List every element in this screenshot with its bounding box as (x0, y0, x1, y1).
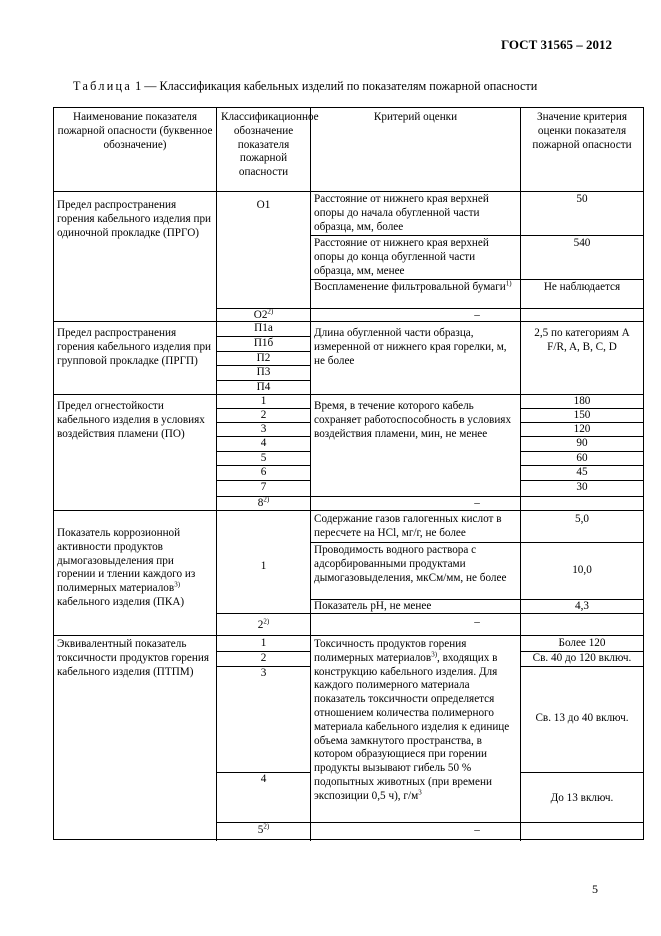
dash: – (474, 497, 480, 509)
column-header-value: Значение критерия оценки показателя пожарной опасности (532, 111, 632, 151)
criterion-value: 45 (576, 466, 588, 478)
criterion-text: Проводимость водного раствора с адсорбированными продуктами дымогазовыделения, мкСм/мм, не более (314, 544, 507, 584)
class-code-text: 2 (257, 619, 264, 631)
criterion-value: 90 (576, 437, 588, 449)
criterion-text: Время, в течение которого кабель сохраняет работоспособность в условиях воздействия пламени, мин, не менее (314, 400, 512, 440)
criterion-text-main: Токсичность продуктов горения полимерных материалов (314, 638, 467, 664)
indicator-name: Предел распространения горения кабельного изделия при групповой прокладке (ПРГП) (57, 327, 212, 367)
dash: – (474, 824, 480, 836)
grid-line (216, 822, 643, 823)
class-code-text: 8 (257, 497, 264, 509)
criterion-text: Расстояние от нижнего края верхней опоры до конца обугленной части образца, мм, менее (314, 237, 489, 277)
class-code: 2 (260, 409, 267, 421)
class-code: 6 (260, 466, 267, 478)
grid-line (520, 666, 643, 667)
class-code: 7 (260, 481, 267, 493)
criterion-text (311, 281, 520, 295)
criterion-value: 4,3 (575, 600, 589, 612)
class-code (217, 309, 310, 323)
criterion-value: 60 (576, 452, 588, 464)
criterion-value: 540 (573, 237, 591, 249)
criterion-value: До 13 включ. (550, 792, 614, 804)
class-code (217, 497, 310, 511)
criterion-text: Показатель pH, не менее (314, 600, 432, 612)
class-code: 4 (260, 773, 267, 785)
criterion-value: 10,0 (572, 564, 592, 576)
criterion-value: Св. 13 до 40 включ. (535, 712, 629, 724)
class-code: П2 (256, 352, 271, 364)
dash: – (474, 309, 480, 321)
grid-line (310, 542, 643, 543)
indicator-name-tail: кабельного изделия (ПКА) (57, 595, 185, 608)
footnote-ref: 3) (174, 580, 181, 589)
grid-line (520, 772, 643, 773)
grid-line (310, 235, 643, 236)
caption-number: 1 (135, 79, 142, 93)
column-header-class: Классификационное обозначение показателя пожарной опасности (221, 111, 319, 179)
indicator-name (54, 527, 216, 610)
class-code: О1 (256, 199, 271, 211)
column-header-indicator: Наименование показателя пожарной опасности (буквенное обозначение) (57, 111, 213, 151)
column-header-criterion: Критерий оценки (373, 111, 458, 123)
criterion-value: 120 (573, 423, 591, 435)
caption-word: Таблица (73, 79, 133, 93)
class-code-text: О2 (253, 309, 268, 321)
document-number: ГОСТ 31565 – 2012 (500, 37, 612, 52)
criterion-text: Содержание газов галогенных кислот в пересчете на HCl, мг/г, не более (314, 513, 502, 539)
criterion-value: 5,0 (575, 513, 589, 525)
footnote-ref: 2) (263, 617, 270, 626)
class-code: 4 (260, 437, 267, 449)
criterion-value: 180 (573, 395, 591, 407)
unit-exponent: 3 (418, 788, 422, 797)
grid-line (54, 191, 643, 192)
criterion-value: 150 (573, 409, 591, 421)
criterion-text (311, 638, 520, 804)
class-code: 3 (260, 423, 267, 435)
criterion-value: Не наблюдается (543, 281, 621, 293)
footnote-ref: 2) (263, 822, 270, 831)
grid-line (310, 279, 643, 280)
criterion-value: 30 (576, 481, 588, 493)
page-number: 5 (592, 882, 598, 896)
class-code-text: 5 (257, 824, 264, 836)
criterion-value: 2,5 по категориям A F/R, A, B, C, D (534, 327, 630, 353)
classification-table (53, 107, 644, 840)
class-code (217, 619, 310, 633)
class-code: 1 (260, 560, 267, 572)
class-code: 1 (260, 637, 267, 649)
footnote-ref: 1) (505, 279, 512, 288)
indicator-name: Эквивалентный показатель токсичности продуктов горения кабельного изделия (ПТПМ) (57, 638, 209, 678)
grid-line (54, 635, 643, 636)
criterion-text: Расстояние от нижнего края верхней опоры до начала обугленной части образца, мм, более (314, 193, 489, 233)
class-code (217, 824, 310, 838)
class-code: П1а (254, 322, 273, 334)
class-code: П4 (256, 381, 271, 393)
indicator-name-main: Показатель коррозионной активности продуктов дымогазовыделения при горении и тлении каждого из полимерных материалов (57, 527, 196, 595)
dash: – (474, 616, 480, 628)
criterion-value: 50 (576, 193, 588, 205)
class-code: 2 (260, 652, 267, 664)
criterion-value: Св. 40 до 120 включ. (532, 652, 632, 664)
class-code: 1 (260, 395, 267, 407)
class-code: П3 (256, 366, 271, 378)
class-code: 3 (260, 667, 267, 679)
criterion-value: Более 120 (558, 637, 606, 649)
criterion-text-main: Воспламенение фильтровальной бумаги (314, 281, 506, 293)
footnote-ref: 2) (263, 495, 270, 504)
class-code: 5 (260, 452, 267, 464)
criterion-text-tail: , входящих в конструкцию кабельного изделия. Для каждого полимерного материала показатель токсичности определяется отношением количества полимерного материала кабельного изделия к единице объема замкнутого пространства, в котором образующиеся при горении продукты вызывают гибель 50 % подопытных животных (при времени экспозиции 0,5 ч), г/м (314, 651, 510, 802)
caption-text: — Классификация кабельных изделий по показателям пожарной опасности (141, 79, 538, 93)
footnote-ref: 2) (267, 307, 274, 316)
class-code: П1б (253, 337, 274, 349)
footnote-ref: 3) (431, 650, 438, 659)
table-caption (73, 79, 537, 94)
indicator-name: Предел огнестойкости кабельного изделия в условиях воздействия пламени (ПО) (57, 400, 205, 440)
indicator-name: Предел распространения горения кабельного изделия при одиночной прокладке (ПРГО) (57, 199, 212, 239)
criterion-text: Длина обугленной части образца, измеренной от нижнего края горелки, м, не более (314, 327, 507, 367)
